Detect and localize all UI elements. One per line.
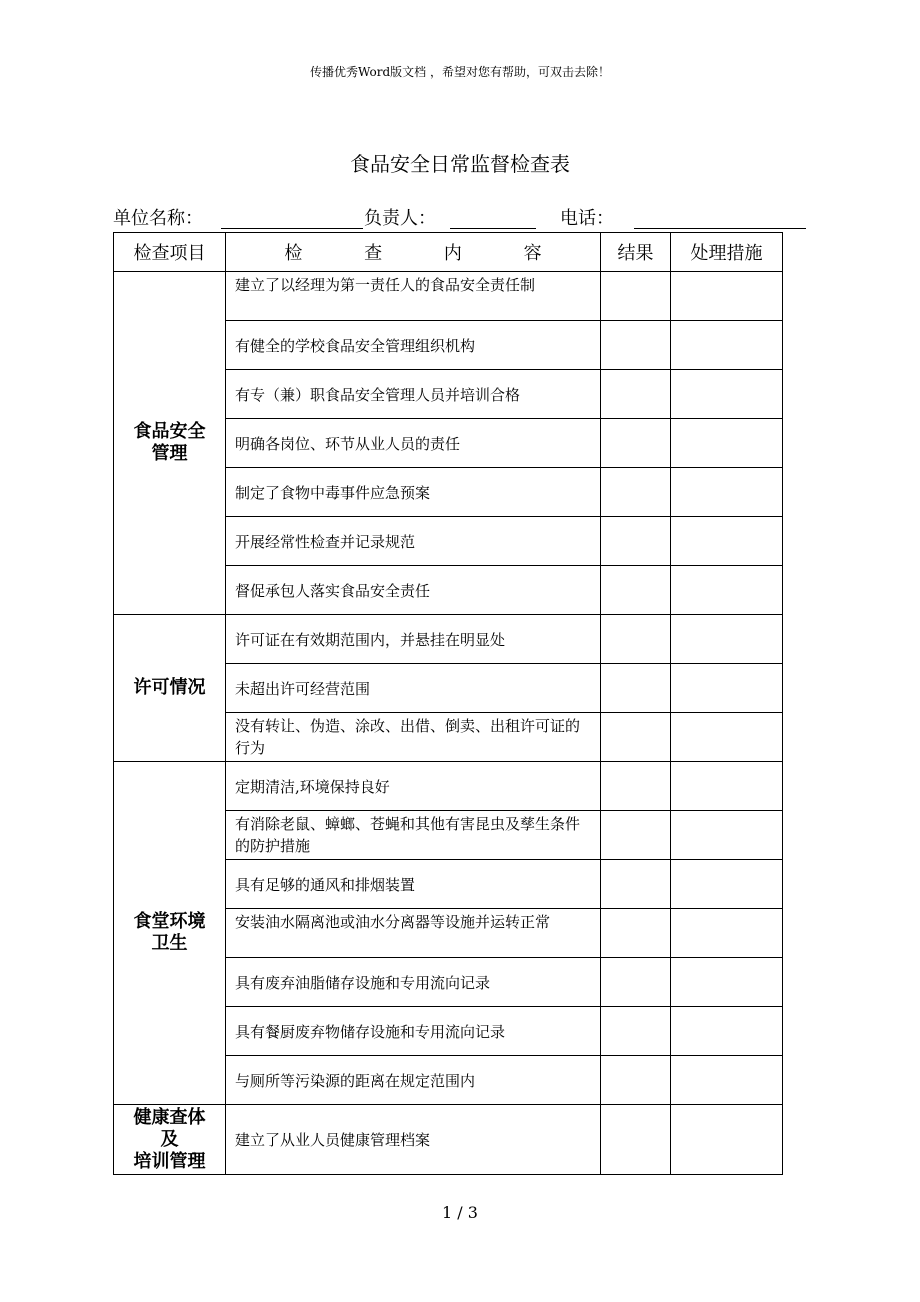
category-cell: 食品安全 管理 [114,272,226,615]
result-cell[interactable] [601,1007,671,1056]
measures-cell[interactable] [671,958,783,1007]
check-item: 没有转让、伪造、涂改、出借、倒卖、出租许可证的行为 [226,713,601,762]
result-cell[interactable] [601,517,671,566]
check-item: 与厕所等污染源的距离在规定范围内 [226,1056,601,1105]
measures-cell[interactable] [671,1056,783,1105]
result-cell[interactable] [601,419,671,468]
check-item: 定期清洁,环境保持良好 [226,762,601,811]
check-item: 未超出许可经营范围 [226,664,601,713]
result-cell[interactable] [601,468,671,517]
column-header-item: 检查项目 [114,233,226,272]
column-header-measures: 处理措施 [671,233,783,272]
table-row [114,762,783,811]
phone-label: 电话： [560,208,614,229]
measures-cell[interactable] [671,468,783,517]
table-row [114,272,783,321]
measures-cell[interactable] [671,272,783,321]
header-note: 传播优秀Word版文档 ，希望对您有帮助，可双击去除！ [310,65,610,79]
check-item: 具有餐厨废弃物储存设施和专用流向记录 [226,1007,601,1056]
column-header-content [226,233,601,272]
measures-cell[interactable] [671,370,783,419]
measures-cell[interactable] [671,1007,783,1056]
measures-cell[interactable] [671,713,783,762]
check-item: 督促承包人落实食品安全责任 [226,566,601,615]
table-row [114,615,783,664]
result-cell[interactable] [601,762,671,811]
measures-cell[interactable] [671,762,783,811]
result-cell[interactable] [601,958,671,1007]
result-cell[interactable] [601,860,671,909]
table-header-row [114,233,783,272]
document-title: 食品安全日常监督检查表 [350,152,570,176]
result-cell[interactable] [601,1056,671,1105]
unit-name-blank [221,228,363,229]
info-line [113,204,813,230]
check-item: 许可证在有效期范围内，并悬挂在明显处 [226,615,601,664]
measures-cell[interactable] [671,517,783,566]
check-item: 明确各岗位、环节从业人员的责任 [226,419,601,468]
result-cell[interactable] [601,1105,671,1175]
result-cell[interactable] [601,713,671,762]
result-cell[interactable] [601,370,671,419]
measures-cell[interactable] [671,664,783,713]
result-cell[interactable] [601,664,671,713]
table-row [114,1105,783,1175]
person-in-charge-blank [450,228,536,229]
check-item: 有消除老鼠、蟑螂、苍蝇和其他有害昆虫及孳生条件的防护措施 [226,811,601,860]
category-cell: 食堂环境 卫生 [114,762,226,1105]
check-item: 有健全的学校食品安全管理组织机构 [226,321,601,370]
measures-cell[interactable] [671,321,783,370]
result-cell[interactable] [601,566,671,615]
result-cell[interactable] [601,321,671,370]
result-cell[interactable] [601,272,671,321]
check-item: 建立了从业人员健康管理档案 [226,1105,601,1175]
person-in-charge-label: 负责人： [364,208,436,229]
phone-blank [634,228,806,229]
category-cell: 许可情况 [114,615,226,762]
measures-cell[interactable] [671,860,783,909]
check-item: 具有足够的通风和排烟装置 [226,860,601,909]
check-item: 建立了以经理为第一责任人的食品安全责任制 [226,272,601,321]
check-item: 安装油水隔离池或油水分离器等设施并运转正常 [226,909,601,958]
column-header-result: 结果 [601,233,671,272]
check-item: 开展经常性检查并记录规范 [226,517,601,566]
check-item: 制定了食物中毒事件应急预案 [226,468,601,517]
page-number: 1 / 3 [442,1203,478,1222]
unit-name-label: 单位名称： [113,208,203,229]
measures-cell[interactable] [671,909,783,958]
inspection-table [113,232,783,1175]
check-item: 有专（兼）职食品安全管理人员并培训合格 [226,370,601,419]
check-item: 具有废弃油脂储存设施和专用流向记录 [226,958,601,1007]
measures-cell[interactable] [671,811,783,860]
category-cell: 健康查体 及 培训管理 [114,1105,226,1175]
result-cell[interactable] [601,615,671,664]
result-cell[interactable] [601,909,671,958]
column-header-content-text: 检 查 内 容 [284,243,570,264]
measures-cell[interactable] [671,1105,783,1175]
result-cell[interactable] [601,811,671,860]
measures-cell[interactable] [671,419,783,468]
measures-cell[interactable] [671,615,783,664]
measures-cell[interactable] [671,566,783,615]
